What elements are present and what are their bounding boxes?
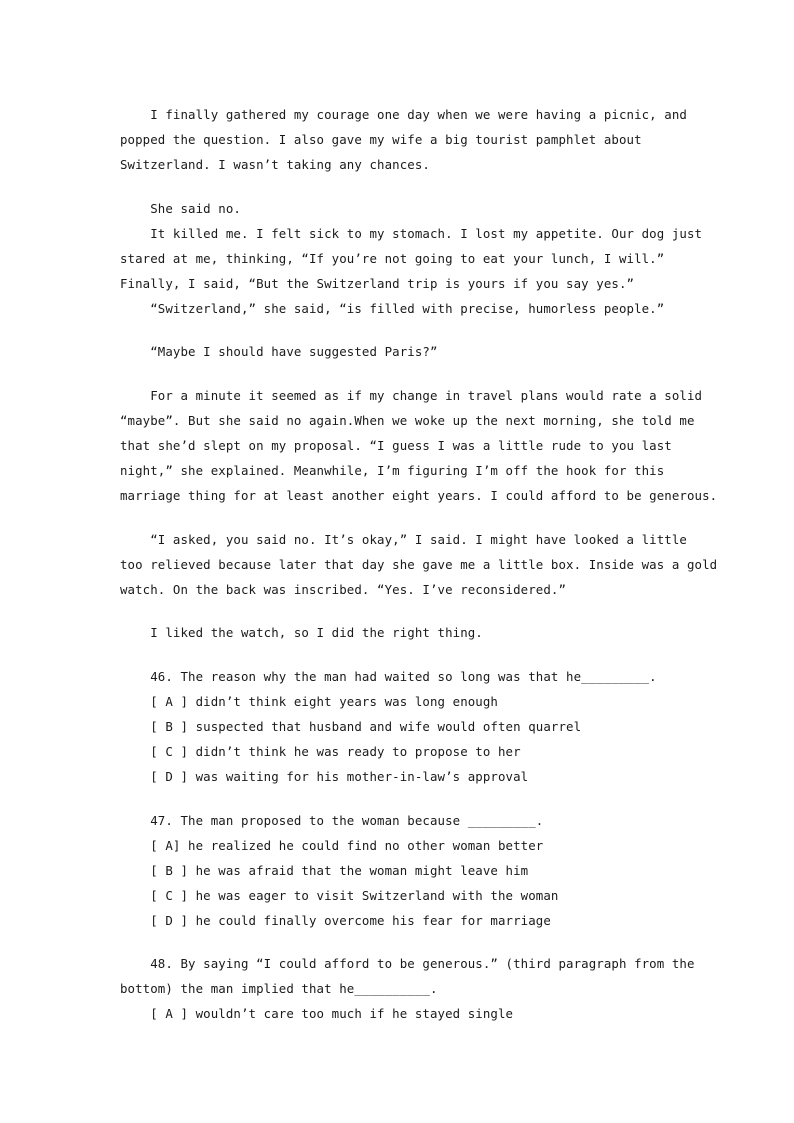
paragraph-line: Finally, I said, “But the Switzerland trip is yours if you say yes.” [120, 276, 635, 291]
paragraph-line: Switzerland. I wasn’t taking any chances. [120, 157, 430, 172]
paragraph-line: I finally gathered my courage one day when we were having a picnic, and [120, 107, 687, 122]
question-46-option-d: [ D ] was waiting for his mother-in-law’s approval [120, 769, 529, 784]
question-47-option-c: [ C ] he was eager to visit Switzerland with the woman [120, 888, 559, 903]
question-48-option-a: [ A ] wouldn’t care too much if he stayed single [120, 1006, 514, 1021]
question-46-stem: 46. The reason why the man had waited so long was that he_________. [120, 669, 657, 684]
question-48-stem-continued: bottom) the man implied that he__________. [120, 981, 438, 996]
question-47-option-b: [ B ] he was afraid that the woman might leave him [120, 863, 529, 878]
paragraph-line: marriage thing for at least another eight years. I could afford to be generous. [120, 488, 718, 503]
question-47-option-d: [ D ] he could finally overcome his fear for marriage [120, 913, 551, 928]
paragraph-line: “I asked, you said no. It’s okay,” I said. I might have looked a little [120, 532, 687, 547]
paragraph-line: night,” she explained. Meanwhile, I’m figuring I’m off the hook for this [120, 463, 665, 478]
paragraph-line: stared at me, thinking, “If you’re not going to eat your lunch, I will.” [120, 251, 665, 266]
question-46-option-c: [ C ] didn’t think he was ready to propose to her [120, 744, 521, 759]
question-48-stem: 48. By saying “I could afford to be generous.” (third paragraph from the [120, 956, 695, 971]
paragraph-line: She said no. [120, 201, 241, 216]
paragraph-line: that she’d slept on my proposal. “I guess I was a little rude to you last [120, 438, 672, 453]
paragraph-line: popped the question. I also gave my wife a big tourist pamphlet about [120, 132, 642, 147]
question-47-stem: 47. The man proposed to the woman because _________. [120, 813, 544, 828]
paragraph-line: For a minute it seemed as if my change in travel plans would rate a solid [120, 388, 703, 403]
paragraph-line: watch. On the back was inscribed. “Yes. I’ve reconsidered.” [120, 582, 567, 597]
question-47-option-a: [ A] he realized he could find no other woman better [120, 838, 544, 853]
question-46-option-a: [ A ] didn’t think eight years was long enough [120, 694, 498, 709]
question-46-option-b: [ B ] suspected that husband and wife would often quarrel [120, 719, 582, 734]
paragraph-line: “Switzerland,” she said, “is filled with precise, humorless people.” [120, 301, 665, 316]
paragraph-line: “Maybe I should have suggested Paris?” [120, 344, 438, 359]
paragraph-line: It killed me. I felt sick to my stomach. I lost my appetite. Our dog just [120, 226, 703, 241]
paragraph-line: too relieved because later that day she gave me a little box. Inside was a gold [120, 557, 718, 572]
paragraph-line: I liked the watch, so I did the right thing. [120, 625, 483, 640]
paragraph-line: “maybe”. But she said no again.When we woke up the next morning, she told me [120, 413, 695, 428]
